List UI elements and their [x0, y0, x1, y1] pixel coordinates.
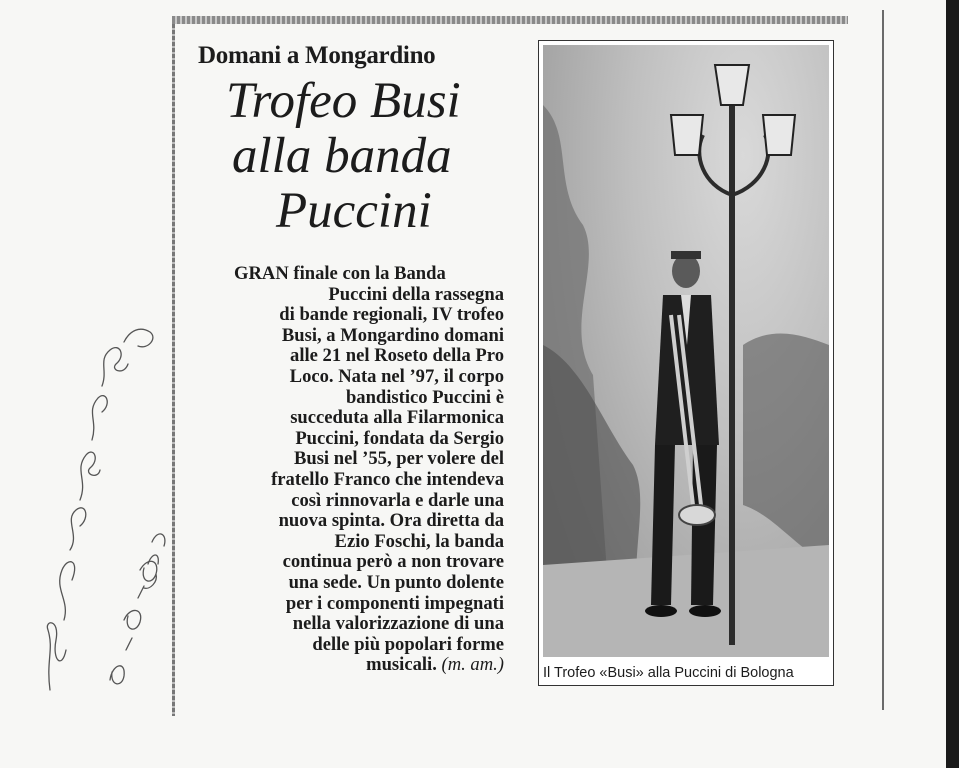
- photo-band-member: [543, 45, 829, 657]
- body-line: Puccini della rassegna: [328, 283, 504, 305]
- body-line: per i componenti impegnati: [285, 592, 504, 614]
- headline-line: alla banda: [232, 128, 452, 184]
- body-line: Puccini, fondata da Sergio: [295, 427, 504, 449]
- photo-caption: Il Trofeo «Busi» alla Puccini di Bologna: [543, 665, 794, 681]
- headline-line: Puccini: [276, 183, 432, 239]
- article-body: [202, 264, 504, 676]
- photo-illustration: [543, 45, 829, 657]
- body-line: continua però a non trovare: [282, 551, 504, 573]
- body-line: fratello Franco che intendeva: [271, 468, 504, 490]
- scan-edge-bar: [946, 0, 959, 768]
- headline-line: Trofeo Busi: [226, 73, 461, 129]
- article-kicker: Domani a Mongardino: [198, 42, 436, 69]
- clipping-top-border: [172, 16, 848, 24]
- page-border-line: [882, 10, 884, 710]
- body-line: Busi nel ’55, per volere del: [293, 448, 504, 470]
- body-last-line: [202, 655, 504, 676]
- body-line: una sede. Un punto dolente: [288, 571, 504, 593]
- body-line: succeduta alla Filarmonica: [290, 407, 504, 429]
- newspaper-clipping: [172, 16, 848, 718]
- handwritten-note: [40, 320, 170, 700]
- body-line: delle più popolari forme: [312, 633, 504, 655]
- body-line: bandistico Puccini è: [345, 386, 504, 408]
- article-signature: (m. am.): [441, 654, 504, 676]
- handwritten-signature-drawing: [40, 320, 170, 700]
- body-line: Ezio Foschi, la banda: [334, 530, 504, 552]
- body-line: nuova spinta. Ora diretta da: [278, 510, 504, 532]
- photo-frame: [538, 40, 834, 686]
- body-line: nella valorizzazione di una: [292, 613, 504, 635]
- article: [192, 42, 522, 239]
- body-line: GRAN finale con la Banda: [234, 263, 446, 284]
- body-line: Loco. Nata nel ’97, il corpo: [289, 365, 504, 387]
- body-line: musicali.: [366, 654, 437, 676]
- article-headline: [192, 74, 522, 239]
- body-line: così rinnovarla e darle una: [291, 489, 504, 511]
- body-line: di bande regionali, IV trofeo: [279, 304, 504, 326]
- body-line: alle 21 nel Roseto della Pro: [290, 345, 504, 367]
- body-line: Busi, a Mongardino domani: [281, 324, 504, 346]
- clipping-left-border: [172, 24, 175, 716]
